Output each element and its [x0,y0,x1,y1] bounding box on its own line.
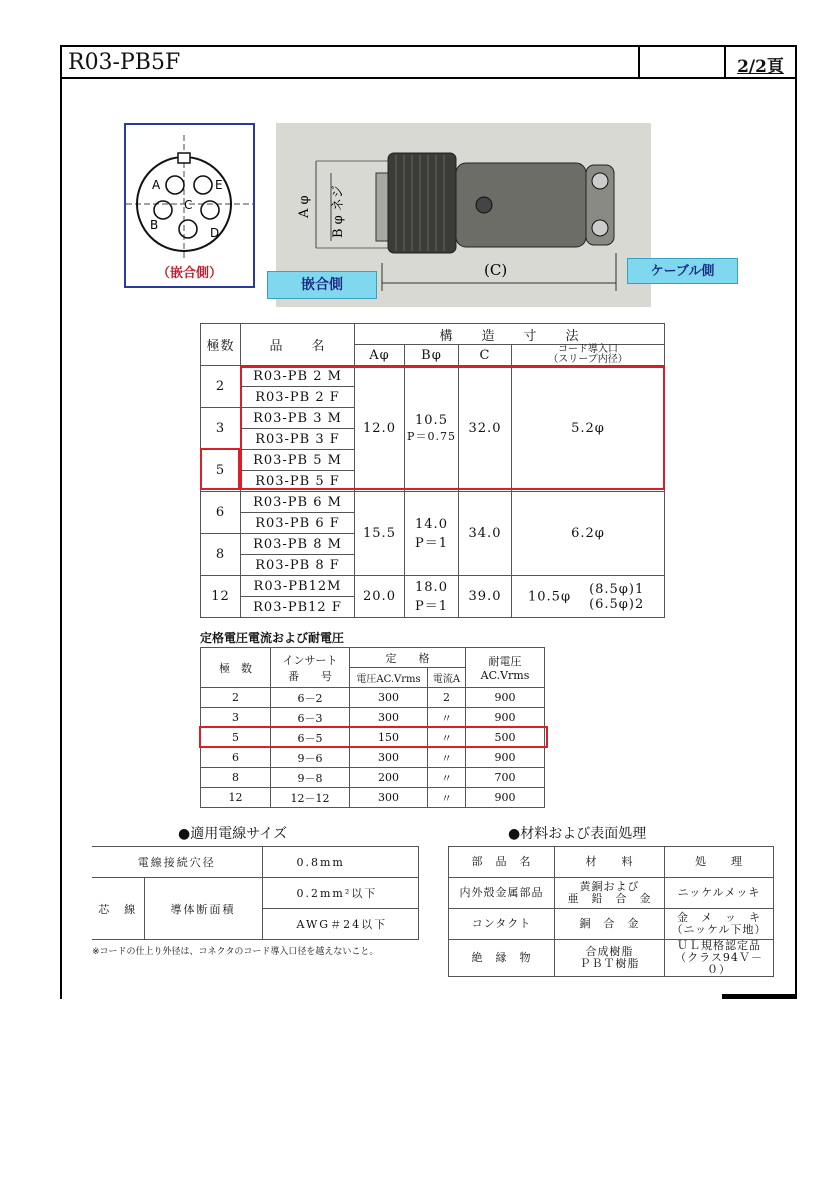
title-block [62,47,795,79]
dim-c: 34.0 [459,492,512,576]
table-cell: 3 [201,708,271,728]
part-name: R03-PB 5 M [241,450,355,471]
table-cell: 〃 [428,788,466,808]
col-a: Aφ [355,345,405,366]
col-material: 材 料 [555,847,665,878]
pin-c [179,220,197,238]
poles-cell: 12 [201,576,241,618]
rating-title: 定格電圧電流および耐電圧 [200,631,345,645]
table-cell: 6－3 [271,708,350,728]
title-blank-cell [638,47,724,77]
wire-note: ※コードの仕上り外径は、コネクタのコード導入口径を越えないこと。 [92,947,379,957]
footer-bar [722,994,797,999]
col-poles: 極数 [201,324,241,366]
svg-text:D: D [210,226,220,240]
material-row [449,940,774,977]
highlight-rating-row [199,726,548,748]
rating-row [201,788,545,808]
dim-c: 39.0 [459,576,512,618]
poles-cell: 6 [201,492,241,534]
table-cell: 8 [201,768,271,788]
col-part: 部 品 名 [449,847,555,878]
svg-text:A: A [152,178,161,192]
material-section-title: ●材料および表面処理 [508,826,647,842]
table-cell: 12－12 [271,788,350,808]
table-cell: 900 [466,708,545,728]
pin-a [166,176,184,194]
table-cell: ＵＬ規格認定品 （クラス94Ｖ－０） [665,940,774,977]
table-cell: 銅 合 金 [555,909,665,940]
table-cell: 300 [350,748,428,768]
table-cell: 6－5 [271,728,350,748]
wire-hole-label: 電線接続穴径 [92,847,262,878]
dim-a: 12.0 [355,366,405,492]
table-cell: ニッケルメッキ [665,878,774,909]
table-cell: 900 [466,788,545,808]
table-cell: コンタクト [449,909,555,940]
table-cell: 内外殻金属部品 [449,878,555,909]
col-withstand: 耐電圧 AC.Vrms [466,648,545,688]
col-cord: コード導入口 （スリーブ内径） [512,345,665,366]
wire-awg-value: AWG＃24以下 [262,909,419,940]
col-poles: 極 数 [201,648,271,688]
part-name: R03-PB 5 F [241,471,355,492]
svg-text:A φ: A φ [297,195,312,218]
col-c: C [459,345,512,366]
page-number: 2/2頁 [724,47,795,77]
highlight-group [240,366,665,490]
table-cell: 2 [201,688,271,708]
table-cell: 150 [350,728,428,748]
svg-text:B φ ネジ: B φ ネジ [331,185,346,238]
pin-layout-svg [126,125,253,260]
col-name: 品 名 [241,324,355,366]
pin-diagram [124,123,255,288]
doc-title: R03-PB5F [68,50,181,75]
wire-table [92,846,419,940]
poles-cell: 3 [201,408,241,450]
table-cell: 黄銅および 亜 鉛 合 金 [555,878,665,909]
dim-a: 15.5 [355,492,405,576]
col-struct: 構 造 寸 法 [355,324,665,345]
col-b: Bφ [405,345,459,366]
table-cell: 〃 [428,748,466,768]
table-cell: 500 [466,728,545,748]
dim-b: 14.0 P＝1 [405,492,459,576]
table-cell: 金 メ ッ キ （ニッケル下地） [665,909,774,940]
table-cell: 300 [350,688,428,708]
wire-hole-value: 0.8mm [262,847,419,878]
dim-cord: 5.2φ [512,366,665,492]
part-name: R03-PB 8 M [241,534,355,555]
table-cell: 900 [466,688,545,708]
pin-e [194,176,212,194]
part-name: R03-PB 3 F [241,429,355,450]
dim-c: 32.0 [459,366,512,492]
dim-cord: 10.5φ (8.5φ)1 (6.5φ)2 [512,576,665,618]
col-insert: インサート 番 号 [271,648,350,688]
rating-row [201,708,545,728]
table-cell: 12 [201,788,271,808]
dim-cord: 6.2φ [512,492,665,576]
part-name: R03-PB 8 F [241,555,355,576]
col-process: 処 理 [665,847,774,878]
table-cell: 合成樹脂 ＰＢＴ樹脂 [555,940,665,977]
table-cell: 〃 [428,728,466,748]
rating-row [201,688,545,708]
wire-core-label: 芯 線 [92,878,144,940]
table-cell: 絶 縁 物 [449,940,555,977]
table-cell: 6 [201,748,271,768]
table-cell: 9－8 [271,768,350,788]
highlight-poles [200,448,240,490]
part-name: R03-PB 6 F [241,513,355,534]
rating-row [201,748,545,768]
col-rated: 定 格 [350,648,466,668]
poles-cell: 5 [201,450,241,492]
table-cell: 300 [350,788,428,808]
col-volt: 電圧AC.Vrms [350,668,428,688]
part-name: R03-PB12 F [241,597,355,618]
table-cell: 〃 [428,708,466,728]
table-cell: 900 [466,748,545,768]
table-cell: 200 [350,768,428,788]
poles-cell: 8 [201,534,241,576]
table-cell: 〃 [428,768,466,788]
table-cell: 700 [466,768,545,788]
part-name: R03-PB 6 M [241,492,355,513]
dim-b: 18.0 P＝1 [405,576,459,618]
wire-area-label: 導体断面積 [144,878,262,940]
part-name: R03-PB12M [241,576,355,597]
poles-cell: 2 [201,366,241,408]
svg-text:E: E [215,178,223,192]
material-row [449,878,774,909]
table-cell: 6－2 [271,688,350,708]
cable-side-label: ケーブル側 [627,258,738,284]
svg-text:C: C [184,198,193,212]
table-cell: 9－6 [271,748,350,768]
part-name: R03-PB 2 F [241,387,355,408]
wire-area-value: 0.2mm²以下 [262,878,419,909]
svg-text:B: B [150,218,159,232]
table-cell: 5 [201,728,271,748]
part-name: R03-PB 2 M [241,366,355,387]
table-cell: 300 [350,708,428,728]
table-cell: 2 [428,688,466,708]
mating-side-caption: （嵌合側） [156,266,222,281]
wire-section-title: ●適用電線サイズ [178,826,288,842]
mating-side-label: 嵌合側 [267,271,377,299]
svg-text:(C): (C) [484,261,508,279]
material-row [449,909,774,940]
dim-a: 20.0 [355,576,405,618]
rating-row [201,768,545,788]
part-name: R03-PB 3 M [241,408,355,429]
col-amp: 電流A [428,668,466,688]
dim-b: 10.5 P＝0.75 [405,366,459,492]
material-table [448,846,774,977]
